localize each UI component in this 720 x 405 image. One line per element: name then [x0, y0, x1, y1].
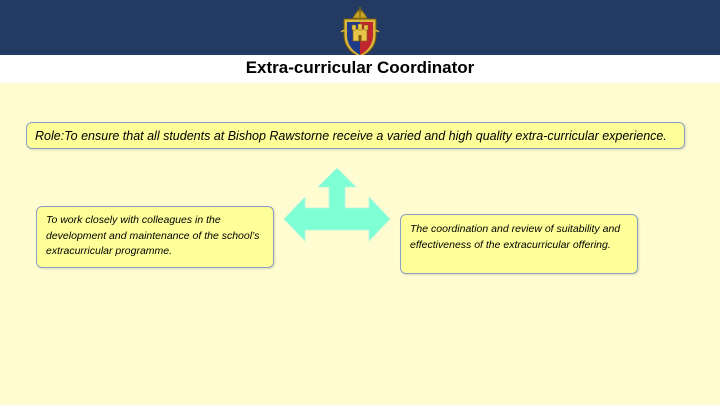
role-box: Role:To ensure that all students at Bishop Rawstorne receive a varied and high quality extra-curricular experience.: [26, 122, 685, 149]
right-responsibility-box: The coordination and review of suitability and effectiveness of the extracurricular offering.: [400, 214, 638, 274]
three-way-arrow-icon: [282, 167, 392, 245]
left-responsibility-box: To work closely with colleagues in the development and maintenance of the school’s extracurricular programme.: [36, 206, 274, 268]
page-title: Extra-curricular Coordinator: [245, 58, 475, 77]
school-crest-icon: [331, 2, 389, 60]
